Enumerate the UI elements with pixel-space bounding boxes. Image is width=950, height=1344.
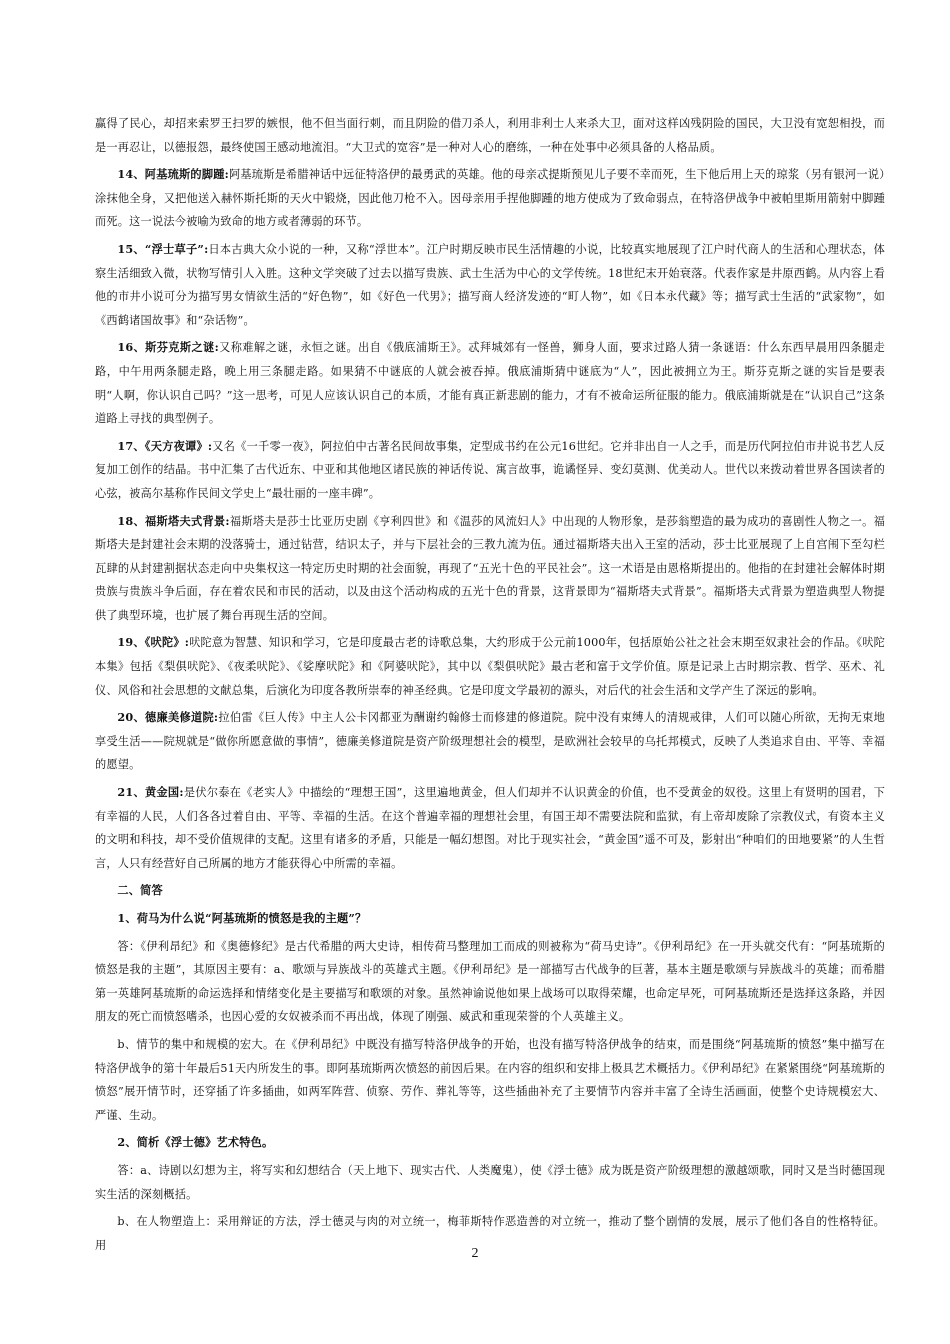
entry-term: 21、黄金国: (117, 785, 184, 800)
entry-18 (95, 510, 885, 628)
entry-term: 20、德廉美修道院: (117, 710, 219, 725)
section-heading: 二、简答 (117, 883, 163, 898)
entry-term: 15、“浮士草子”: (117, 241, 209, 256)
entry-term: 19、《吠陀》: (117, 635, 190, 650)
question-2: 2、简析《浮士德》艺术特色。 (117, 1135, 274, 1150)
entry-text: 福斯塔夫是莎士比亚历史剧《亨利四世》和《温莎的风流妇人》中出现的人物形象，是莎翁塑造的最为成功的喜剧性人物之一。福斯塔夫是封建社会末期的没落骑士，通过钻营，结识太子，并与下层社会的三教九流为伍。通过福斯塔夫出入王室的活动，莎士比亚展现了上自宫闱下至勾栏瓦肆的从封建割据状态走向中央集权这一特定历史时期的社会面貌，再现了“五光十色的平民社会”。这一术语是由恩格斯提出的。他指的在封建社会解体时期贵族与贵族斗争后面，存在着农民和市民的活动，以及由这个活动构成的五光十色的背景，这背景即为“福斯塔夫式背景”。福斯塔夫式背景为塑造典型人物提供了典型环境，也扩展了舞台再现生活的空间。 (95, 514, 885, 622)
entry-text: 又名《一千零一夜》，阿拉伯中古著名民间故事集，定型成书约在公元16世纪。它并非出自一人之手，而是历代阿拉伯市井说书艺人反复加工创作的结晶。书中汇集了古代近东、中亚和其他地区诸民族的神话传说、寓言故事，诡谲怪异、变幻莫测、优美动人。世代以来拨动着世界各国读者的心弦，被高尔基称作民间文学史上“最壮丽的一座丰碑”。 (95, 439, 885, 500)
entry-14 (95, 163, 885, 234)
entry-term: 16、斯芬克斯之谜: (117, 340, 219, 355)
entry-term: 14、阿基琉斯的脚踵: (117, 167, 229, 182)
entry-text: 日本古典大众小说的一种，又称“浮世本”。江户时期反映市民生活情趣的小说，比较真实地展现了江户时代商人的生活和心理状态，体察生活细致入微，状物写情引人入胜。这种文学突破了过去以描写贵族、武士生活为中心的文学传统。18世纪末开始衰落。代表作家是井原西鹤。从内容上看他的市井小说可分为描写男女情欲生活的“好色物”，如《好色一代男》；描写商人经济发迹的“町人物”，如《日本永代藏》等；描写武士生活的“武家物”，如《西鹤诸国故事》和“杂话物”。 (95, 242, 885, 327)
document-body (95, 112, 885, 1261)
entry-text: 是伏尔泰在《老实人》中描绘的“理想王国”，这里遍地黄金，但人们却并不认识黄金的价值，也不受黄金的奴役。这里上有贤明的国君，下有幸福的人民，人们各各过着自由、平等、幸福的生活。在这个普遍幸福的理想社会里，有国王却不需要法院和监狱，有上帝却废除了宗教仪式，有资本主义的文明和科技，却不受价值规律的支配。这里有诸多的矛盾，只能是一幅幻想图。对比于现实社会，“黄金国”遥不可及，影射出“种咱们的田地要紧”的人生哲言，人只有经营好自己所属的地方才能获得心中所需的幸福。 (95, 786, 886, 870)
answer-2-b: b、在人物塑造上：采用辩证的方法，浮士德灵与肉的对立统一，梅菲斯特作恶造善的对立统一，推动了整个剧情的发展，展示了他们各自的性格特征。用 (95, 1215, 885, 1252)
entry-text: 拉伯雷《巨人传》中主人公卡冈都亚为酬谢约翰修士而修建的修道院。院中没有束缚人的清规戒律，人们可以随心所欲，无拘无束地享受生活——院规就是“做你所愿意做的事情”，德廉美修道院是资产阶级理想社会的模型，是欧洲社会较早的乌托邦模式，反映了人类追求自由、平等、幸福的愿望。 (95, 711, 885, 772)
entry-19 (95, 631, 885, 702)
entry-term: 18、福斯塔夫式背景: (117, 513, 230, 528)
page-number: 2 (471, 1246, 479, 1261)
entry-text: 阿基琉斯是希腊神话中远征特洛伊的最勇武的英雄。他的母亲忒提斯预见儿子要不幸而死，生下他后用上天的琼浆（另有银河一说）涂抹他全身，又把他送入赫怀斯托斯的天火中锻烧，因此他刀枪不入。因母亲用手捏他脚踵的地方使成为了致命弱点，在特洛伊战争中被帕里斯用箭射中脚踵而死。这一说法今被喻为致命的地方或者薄弱的环节。 (95, 168, 885, 229)
answer-1-a: 答：《伊利昂纪》和《奥德修纪》是古代希腊的两大史诗，相传荷马整理加工而成的则被称为“荷马史诗”。《伊利昂纪》在一开头就交代有：“阿基琉斯的愤怒是我的主题”，其原因主要有：a、歌颂与异族战斗的英雄式主题。《伊利昂纪》是一部描写古代战争的巨著，基本主题是歌颂与异族战斗的英雄；而希腊第一英雄阿基琉斯的命运选择和情绪变化是主要描写和歌颂的对象。虽然神谕说他如果上战场可以取得荣耀，也命定早死，可阿基琉斯还是选择这条路，并因朋友的死亡而愤怒嗜杀，也因心爱的女奴被杀而不再出战，体现了刚强、威武和重现荣誉的个人英雄主义。 (95, 939, 885, 1024)
entry-15 (95, 238, 885, 332)
entry-term: 17、《天方夜谭》: (117, 438, 213, 453)
entry-text: 吠陀意为智慧、知识和学习，它是印度最古老的诗歌总集，大约形成于公元前1000年，包括原始公社之社会末期至奴隶社会的作品。《吠陀本集》包括《梨俱吠陀》、《夜柔吠陀》、《娑摩吠陀》和《阿婆吠陀》，其中以《梨俱吠陀》最古老和富于文学价值。原是记录上古时期宗教、哲学、巫术、礼仪、风俗和社会思想的文献总集，后演化为印度各教所崇奉的神圣经典。它是印度文学最初的源头，对后代的社会生活和文学产生了深远的影响。 (95, 636, 885, 697)
entry-21 (95, 781, 885, 875)
answer-2-a: 答：a、诗剧以幻想为主，将写实和幻想结合（天上地下、现实古代、人类魔鬼），使《浮士德》成为既是资产阶级理想的激越颂歌，同时又是当时德国现实生活的深刻概括。 (95, 1163, 885, 1201)
question-1: 1、荷马为什么说“阿基琉斯的愤怒是我的主题”？ (117, 911, 367, 925)
answer-1-b: b、情节的集中和规模的宏大。在《伊利昂纪》中既没有描写特洛伊战争的开始，也没有描写特洛伊战争的结束，而是围绕“阿基琉斯的愤怒”集中描写在特洛伊战争的第十年最后51天内所发生的事。即阿基琉斯两次愤怒的前因后果。在内容的组织和安排上极具艺术概括力。《伊利昂纪》在紧紧围绕“阿基琉斯的愤怒”展开情节时，还穿插了许多插曲，如两军阵营、侦察、劳作、葬礼等等，这些插曲补充了主要情节内容并丰富了全诗生活画面，使整个史诗规模宏大、严谨、生动。 (95, 1037, 885, 1122)
entry-17 (95, 435, 885, 506)
entry-text: 又称难解之谜，永恒之谜。出自《俄底浦斯王》。忒拜城郊有一怪兽，狮身人面，要求过路人猜一条谜语：什么东西早晨用四条腿走路，中午用两条腿走路，晚上用三条腿走路。如果猜不中谜底的人就会被吞掉。俄底浦斯猜中谜底为“人”，因此被拥立为王。斯芬克斯之谜的实旨是要表明“人啊，你认识自己吗？”这一思考，可见人应该认识自己的本质，才能有真正新悲剧的能力，才有不被命运所征服的能力。俄底浦斯就是在“认识自己”这条道路上寻找的典型例子。 (95, 341, 885, 426)
paragraph-continued: 赢得了民心，却招来索罗王扫罗的嫉恨，他不但当面行刺，而且阴险的借刀杀人，利用非利士人来杀大卫，面对这样凶残阴险的国民，大卫没有宽恕相投，而是一再忍让，以德报怨，最终使国王感动地流泪。“大卫式的宽容”是一种对人心的磨练，一种在处事中必须具备的人格品质。 (95, 117, 885, 154)
entry-20 (95, 706, 885, 777)
entry-16 (95, 336, 885, 430)
